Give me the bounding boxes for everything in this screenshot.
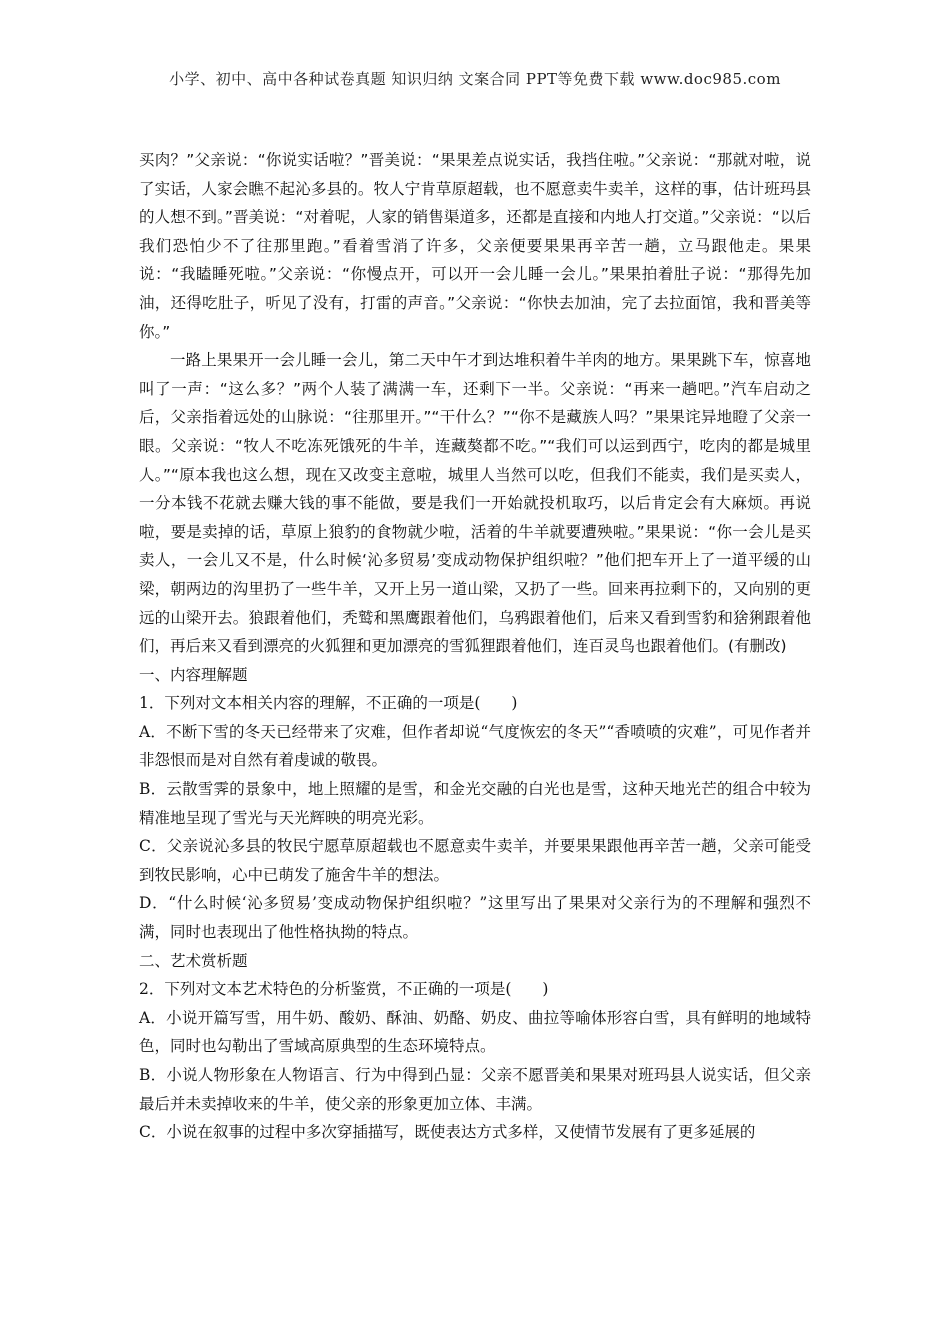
question-2-option-c: C．小说在叙事的过程中多次穿插描写，既使表达方式多样，又使情节发展有了更多延展的 [139, 1123, 756, 1142]
passage-paragraph-1: 买肉？”父亲说：“你说实话啦？”晋美说：“果果差点说实话，我挡住啦。”父亲说：“那就对啦，说了实话，人家会瞧不起沁多县的。牧人宁肯草原超载，也不愿意卖牛卖羊，这样的事，估计班玛县的人想不到。”晋美说：“对着呢，人家的销售渠道多，还都是直接和内地人打交道。”父亲说：“以后我们恐怕少不了往那里跑。”看着雪消了许多，父亲便要果果再辛苦一趟，立马跟他走。果果说：“我瞌睡死啦。”父亲说：“你慢点开，可以开一会儿睡一会儿。”果果拍着肚子说：“那得先加油，还得吃肚子，听见了没有，打雷的声音。”父亲说：“你快去加油，完了去拉面馆，我和晋美等你。” [139, 151, 811, 341]
question-1-option-b: B．云散雪霁的景象中，地上照耀的是雪，和金光交融的白光也是雪，这种天地光芒的组合中较为精准地呈现了雪光与天光辉映的明亮光彩。 [139, 780, 811, 827]
question-2-option-b: B．小说人物形象在人物语言、行为中得到凸显：父亲不愿晋美和果果对班玛县人说实话，但父亲最后并未卖掉收来的牛羊，使父亲的形象更加立体、丰满。 [139, 1066, 811, 1113]
question-2-stem: 2．下列对文本艺术特色的分析鉴赏，不正确的一项是( ) [139, 980, 549, 999]
question-1-option-d: D．“什么时候‘沁多贸易’变成动物保护组织啦？”这里写出了果果对父亲行为的不理解和强烈不满，同时也表现出了他性格执拗的特点。 [139, 894, 811, 942]
question-1-option-c: C．父亲说沁多县的牧民宁愿草原超载也不愿意卖牛卖羊，并要果果跟他再辛苦一趟，父亲可能受到牧民影响，心中已萌发了施舍牛羊的想法。 [139, 837, 811, 884]
page-header: 小学、初中、高中各种试卷真题 知识归纳 文案合同 PPT等免费下载 www.doc985.com [169, 70, 781, 88]
section-title-1: 一、内容理解题 [139, 665, 248, 684]
passage-paragraph-2: 一路上果果开一会儿睡一会儿，第二天中午才到达堆积着牛羊肉的地方。果果跳下车，惊喜地叫了一声：“这么多？”两个人装了满满一车，还剩下一半。父亲说：“再来一趟吧。”汽车启动之后，父亲指着远处的山脉说：“往那里开。”“干什么？”“你不是藏族人吗？”果果诧异地瞪了父亲一眼。父亲说：“牧人不吃冻死饿死的牛羊，连藏獒都不吃。”“我们可以运到西宁，吃肉的都是城里人。”“原本我也这么想，现在又改变主意啦，城里人当然可以吃，但我们不能卖，我们是买卖人，一分本钱不花就去赚大钱的事不能做，要是我们一开始就投机取巧，以后肯定会有大麻烦。再说啦，要是卖掉的话，草原上狼豹的食物就少啦，活着的牛羊就要遭殃啦。”果果说：“你一会儿是买卖人，一会儿又不是，什么时候‘沁多贸易’变成动物保护组织啦？”他们把车开上了一道平缓的山梁，朝两边的沟里扔了一些牛羊，又开上另一道山梁，又扔了一些。回来再拉剩下的，又向别的更远的山梁开去。狼跟着他们，秃鹫和黑鹰跟着他们，乌鸦跟着他们，后来又看到雪豹和猞猁跟着他们，再后来又看到漂亮的火狐狸和更加漂亮的雪狐狸跟着他们，连百灵鸟也跟着他们。(有删改) [139, 351, 811, 656]
document-body [139, 146, 811, 1147]
question-2-option-a: A．小说开篇写雪，用牛奶、酸奶、酥油、奶酪、奶皮、曲拉等喻体形容白雪，具有鲜明的地域特色，同时也勾勒出了雪域高原典型的生态环境特点。 [139, 1008, 811, 1056]
section-title-2: 二、艺术赏析题 [139, 951, 248, 970]
question-1-stem: 1．下列对文本相关内容的理解，不正确的一项是( ) [139, 694, 518, 713]
question-1-option-a: A．不断下雪的冬天已经带来了灾难，但作者却说“气度恢宏的冬天”“香喷喷的灾难”，可见作者并非怨恨而是对自然有着虔诚的敬畏。 [139, 722, 811, 770]
